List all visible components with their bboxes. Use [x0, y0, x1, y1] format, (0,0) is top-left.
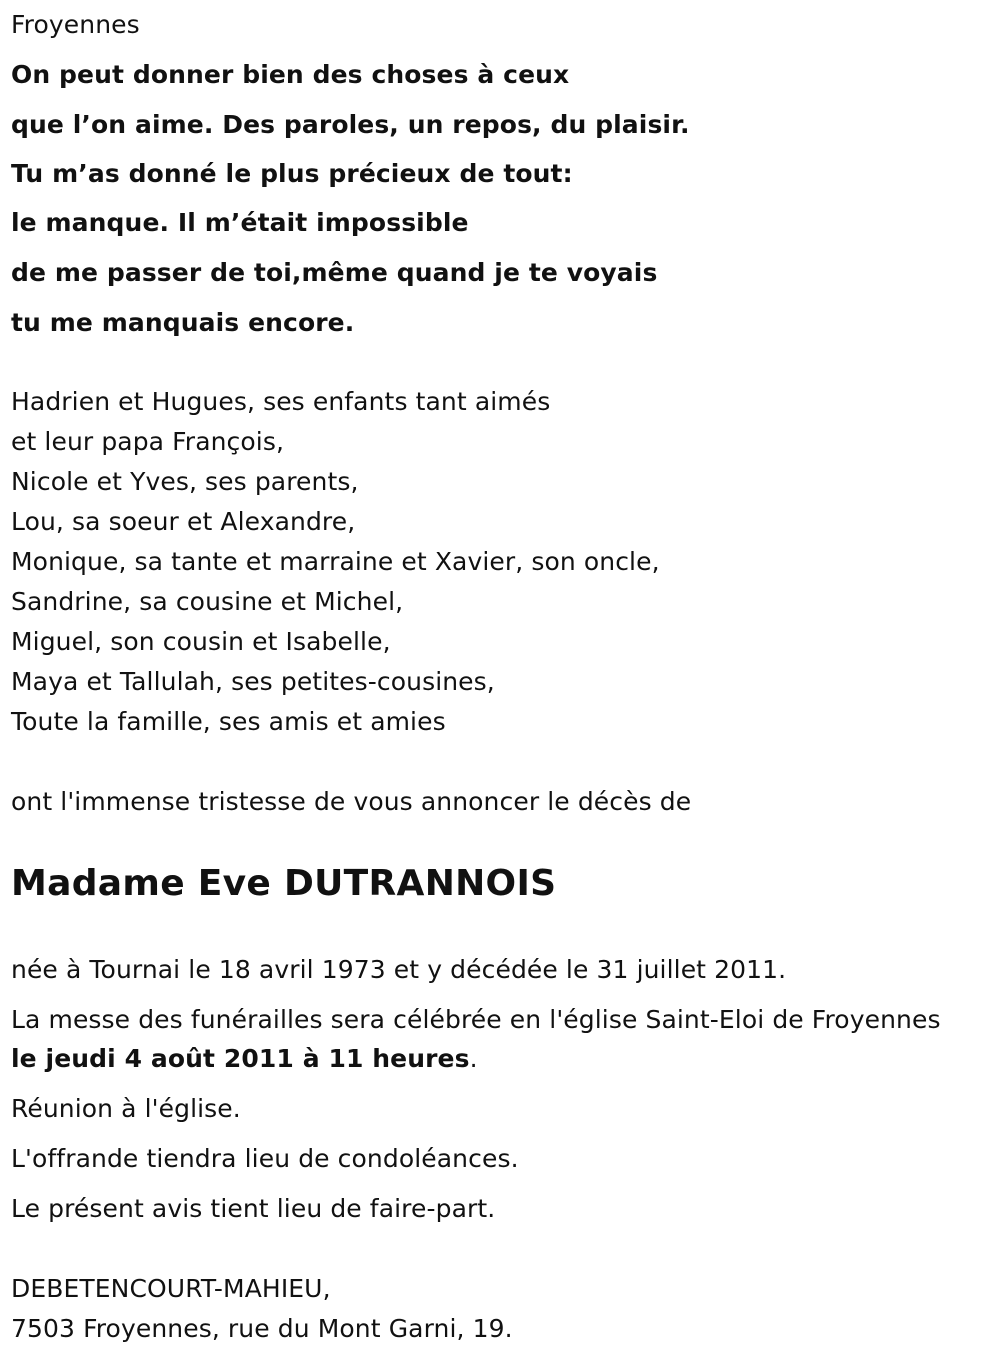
- family-line: Hadrien et Hugues, ses enfants tant aimés: [11, 387, 551, 416]
- undertaker-name: DEBETENCOURT-MAHIEU,: [11, 1274, 331, 1303]
- poem-line: Tu m’as donné le plus précieux de tout:: [11, 159, 573, 188]
- birth-death-dates: née à Tournai le 18 avril 1973 et y décédée le 31 juillet 2011.: [11, 955, 787, 984]
- funeral-date-line: [11, 1042, 478, 1076]
- poem-line: tu me manquais encore.: [11, 308, 355, 337]
- family-line: Maya et Tallulah, ses petites-cousines,: [11, 667, 495, 696]
- family-line: Lou, sa soeur et Alexandre,: [11, 507, 356, 536]
- announcement-text: ont l'immense tristesse de vous annoncer le décès de: [11, 787, 692, 816]
- deceased-name: Madame Eve DUTRANNOIS: [11, 863, 557, 904]
- family-line: Toute la famille, ses amis et amies: [11, 707, 446, 736]
- family-line: Nicole et Yves, ses parents,: [11, 467, 359, 496]
- meeting-text: Réunion à l'église.: [11, 1094, 241, 1123]
- poem-line: que l’on aime. Des paroles, un repos, du plaisir.: [11, 110, 690, 139]
- funeral-mass-text: La messe des funérailles sera célébrée en l'église Saint-Eloi de Froyennes: [11, 1005, 941, 1034]
- poem-line: le manque. Il m’était impossible: [11, 208, 469, 237]
- notice-text: Le présent avis tient lieu de faire-part.: [11, 1194, 496, 1223]
- family-line: Miguel, son cousin et Isabelle,: [11, 627, 391, 656]
- undertaker-address: 7503 Froyennes, rue du Mont Garni, 19.: [11, 1314, 513, 1343]
- place-heading: Froyennes: [11, 10, 140, 39]
- family-line: et leur papa François,: [11, 427, 285, 456]
- poem-line: de me passer de toi,même quand je te voyais: [11, 258, 658, 287]
- funeral-date-time: le jeudi 4 août 2011 à 11 heures: [11, 1044, 470, 1073]
- family-line: Monique, sa tante et marraine et Xavier, son oncle,: [11, 547, 660, 576]
- offering-text: L'offrande tiendra lieu de condoléances.: [11, 1144, 519, 1173]
- family-line: Sandrine, sa cousine et Michel,: [11, 587, 404, 616]
- poem-line: On peut donner bien des choses à ceux: [11, 60, 570, 89]
- funeral-date-suffix: .: [469, 1044, 478, 1073]
